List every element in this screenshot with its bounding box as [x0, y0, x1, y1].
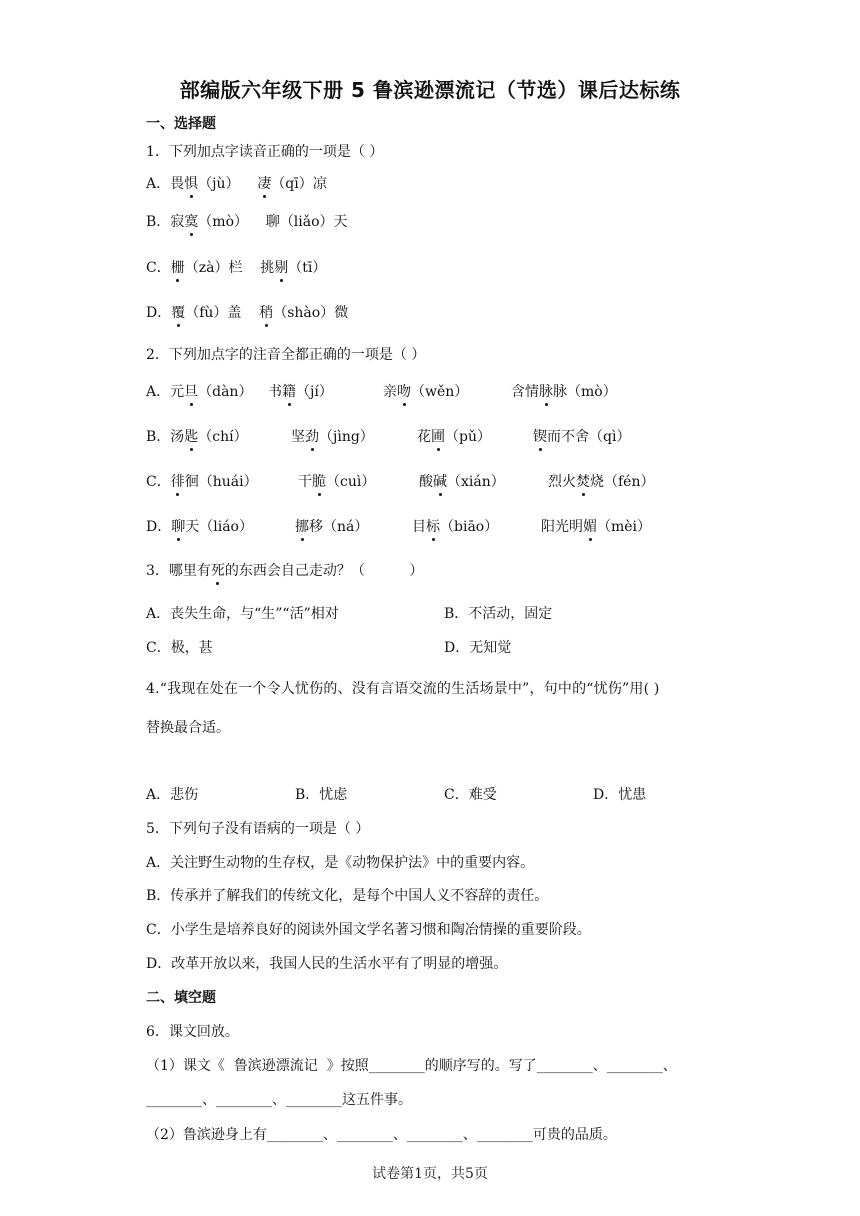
question-2-option-d-part2: 挪移（ná）: [295, 516, 368, 536]
question-2-option-b-part3: 花圃（pǔ）: [417, 426, 491, 446]
question-6-part-2: （2）鲁滨逊身上有________、________、________、________可贵的品质。: [146, 1127, 617, 1143]
question-2-option-a-part1: A．元旦（dàn）: [146, 381, 252, 401]
question-3-stem: 3．哪里有死的东西会自己走动？（ ）: [146, 560, 423, 580]
section-fill-heading: 二、填空题: [146, 990, 216, 1006]
section-choice-heading: 一、选择题: [146, 116, 216, 132]
page-footer: 试卷第1页，共5页: [372, 1166, 488, 1182]
question-5-option-b: B．传承并了解我们的传统文化，是每个中国人义不容辞的责任。: [146, 888, 549, 904]
question-5-option-c: C．小学生是培养良好的阅读外国文学名著习惯和陶冶情操的重要阶段。: [146, 922, 591, 938]
question-6-part-1: （1）课文《 鲁滨逊漂流记 》按照________的顺序写的。写了________、________、: [146, 1058, 677, 1074]
question-2-option-c-part4: 烈火焚烧（fén）: [548, 471, 654, 491]
question-6-stem: 6．课文回放。: [146, 1024, 239, 1040]
question-3-option-c: C．极，甚: [146, 640, 213, 656]
question-1-option-d: D．覆（fù）盖 稍（shào）微: [146, 302, 348, 322]
question-2-option-b-part2: 坚劲（jìng）: [291, 426, 374, 446]
question-2-option-c-part3: 酸碱（xián）: [419, 471, 505, 491]
question-2-option-d-part4: 阳光明媚（mèi）: [541, 516, 651, 536]
question-1-stem: 1．下列加点字读音正确的一项是（ ）: [146, 144, 384, 160]
question-4-stem-continued: 替换最合适。: [146, 720, 230, 736]
question-4-option-a: A．悲伤: [146, 787, 199, 803]
question-2-option-d-part3: 目标（biāo）: [412, 516, 498, 536]
question-3-option-d: D．无知觉: [444, 640, 512, 656]
question-2-option-c-part2: 干脆（cuì）: [298, 471, 375, 491]
question-1-option-b: B．寂寞（mò） 聊（liǎo）天: [146, 211, 348, 231]
question-2-option-a-part4: 含情脉脉（mò）: [511, 381, 617, 401]
page-title: 部编版六年级下册 5 鲁滨逊漂流记（节选）课后达标练: [179, 78, 681, 102]
question-2-stem: 2．下列加点字的注音全都正确的一项是（ ）: [146, 347, 426, 363]
question-2-option-a-part2: 书籍（jí）: [268, 381, 333, 401]
question-4-stem: 4.“我现在处在一个令人忧伤的、没有言语交流的生活场景中”，句中的“忧伤”用( ): [146, 681, 660, 697]
question-5-stem: 5．下列句子没有语病的一项是（ ）: [146, 821, 370, 837]
question-5-option-d: D．改革开放以来，我国人民的生活水平有了明显的增强。: [146, 956, 508, 972]
question-4-option-c: C．难受: [444, 787, 497, 803]
question-2-option-c-part1: C．徘徊（huái）: [146, 471, 258, 491]
question-2-option-d-part1: D．聊天（liáo）: [146, 516, 253, 536]
question-1-option-a: A．畏惧（jù） 凄（qī）凉: [146, 173, 327, 193]
question-3-option-a: A．丧失生命，与“生”“活”相对: [146, 606, 339, 622]
question-3-option-b: B．不活动，固定: [444, 606, 553, 622]
question-5-option-a: A．关注野生动物的生存权，是《动物保护法》中的重要内容。: [146, 855, 535, 871]
question-2-option-b-part4: 锲而不舍（qì）: [533, 426, 630, 446]
question-2-option-a-part3: 亲吻（wěn）: [383, 381, 468, 401]
question-4-option-b: B．忧虑: [295, 787, 348, 803]
question-2-option-b-part1: B．汤匙（chí）: [146, 426, 248, 446]
question-6-part-1-continued: ________、________、________这五件事。: [146, 1092, 412, 1108]
question-4-option-d: D．忧患: [593, 787, 647, 803]
question-1-option-c: C．栅（zà）栏 挑剔（tī）: [146, 257, 326, 277]
